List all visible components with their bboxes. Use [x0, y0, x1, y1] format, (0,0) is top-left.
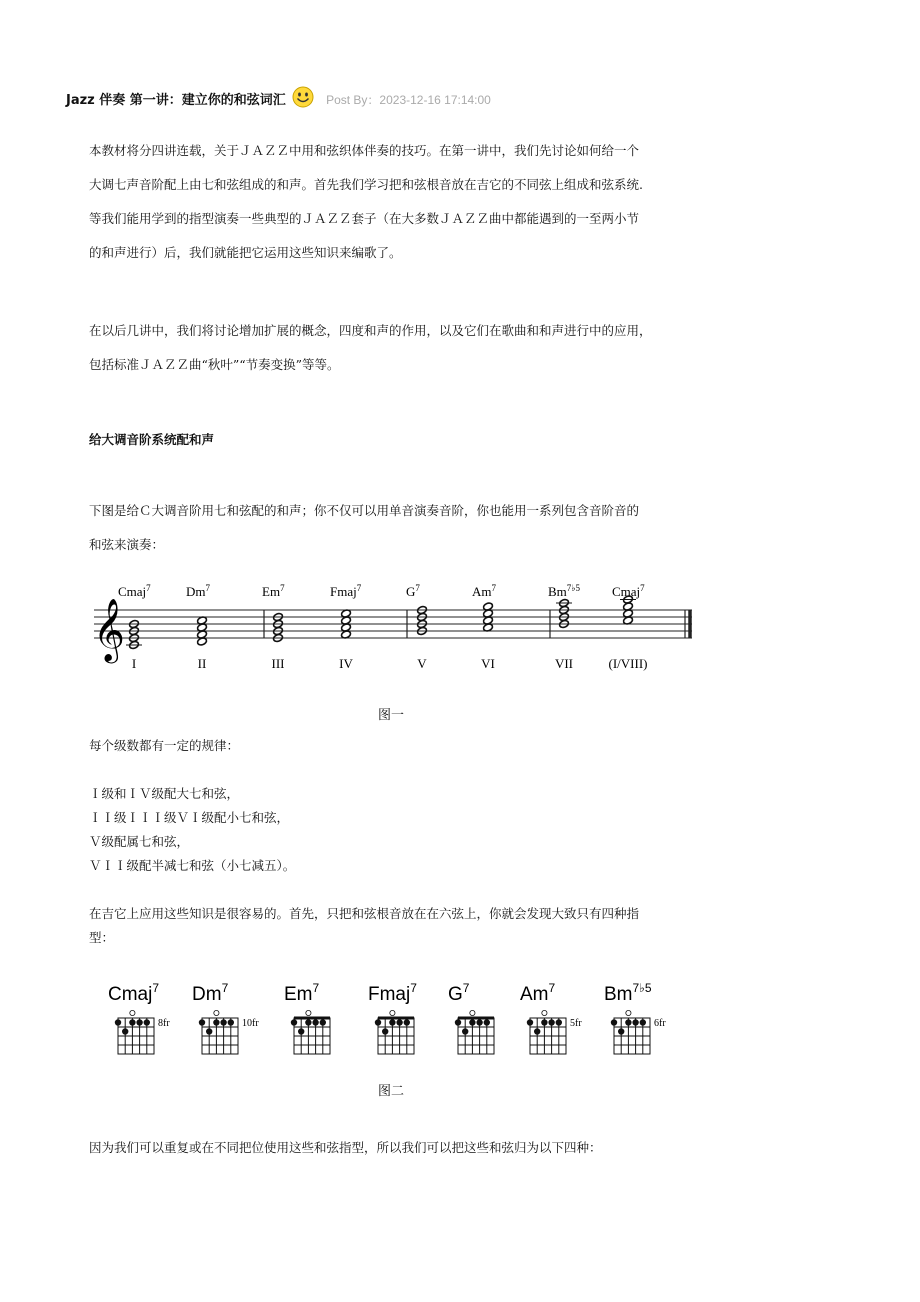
degree-labels	[132, 656, 648, 671]
guitar-line: 在吉它上应用这些知识是很容易的。首先，只把和弦根音放在在六弦上，你就会发现大致只有四种指	[89, 906, 640, 921]
finger-dot	[548, 1019, 554, 1025]
chord-diagram-name: Em$^7$	[284, 981, 320, 1005]
guitar-line: 型：	[89, 930, 115, 945]
degree-numeral: I	[131, 656, 137, 671]
degree-numeral: VII	[554, 656, 574, 671]
intro-line: 等我们能用学到的指型演奏一些典型的ＪＡＺＺ套子（在大多数ＪＡＺＺ曲中都能遇到的一至两小节	[89, 211, 640, 226]
staff-lines	[94, 610, 692, 638]
figure2-caption: 图二	[378, 1084, 405, 1099]
later-line: 包括标准ＪＡＺＺ曲“秋叶”“节奏变换”等等。	[89, 357, 340, 372]
open-string-marker	[542, 1010, 547, 1015]
finger-dot	[144, 1019, 150, 1025]
finger-dot	[404, 1019, 410, 1025]
chord-diagram-name: Fmaj$^7$	[368, 981, 417, 1005]
later-paragraph	[89, 314, 709, 382]
chord-diagram	[448, 981, 494, 1054]
fret-position: 10fr	[242, 1018, 259, 1029]
fret-position: 8fr	[158, 1018, 170, 1029]
finger-dot	[469, 1019, 475, 1025]
section-intro-paragraph	[89, 494, 709, 562]
smiley-icon	[292, 86, 314, 108]
rules-block	[89, 734, 295, 878]
post-title-line	[66, 86, 491, 108]
chord-notes	[126, 595, 636, 650]
finger-dot	[625, 1019, 631, 1025]
open-string-marker	[214, 1010, 219, 1015]
chord-symbol: Cmaj$^7$	[612, 583, 645, 599]
rules-intro: 每个级数都有一定的规律：	[89, 738, 240, 753]
chord-symbol: Em$^7$	[262, 583, 285, 599]
guitar-paragraph	[89, 902, 639, 950]
finger-dot	[136, 1019, 142, 1025]
finger-dot	[228, 1019, 234, 1025]
finger-dot	[534, 1028, 540, 1034]
finger-dot	[611, 1019, 617, 1025]
figure1-caption: 图一	[378, 708, 405, 723]
figure2-chord-diagrams	[100, 976, 690, 1058]
intro-line: 本教材将分四讲连载，关于ＪＡＺＺ中用和弦织体伴奏的技巧。在第一讲中，我们先讨论如何给一个	[89, 143, 640, 158]
finger-dot	[298, 1028, 304, 1034]
rule-item: ＶＩＩ级配半减七和弦（小七减五）。	[89, 858, 296, 873]
figure1-staff	[88, 576, 708, 680]
chord-diagram	[368, 981, 417, 1054]
degree-numeral: VI	[481, 656, 495, 671]
degree-numeral: (I/VIII)	[608, 656, 648, 671]
chord-symbol: $G^7$	[406, 583, 420, 599]
finger-dot	[129, 1019, 135, 1025]
chord-diagram	[108, 981, 170, 1054]
open-string-marker	[470, 1010, 475, 1015]
finger-dot	[199, 1019, 205, 1025]
finger-dot	[618, 1028, 624, 1034]
chord-symbol: Am$^7$	[472, 583, 496, 599]
open-string-marker	[130, 1010, 135, 1015]
finger-dot	[305, 1019, 311, 1025]
finger-dot	[122, 1028, 128, 1034]
open-string-marker	[306, 1010, 311, 1015]
intro-line: 大调七声音阶配上由七和弦组成的和声。首先我们学习把和弦根音放在吉它的不同弦上组成和弦系统.	[89, 177, 643, 192]
chord-labels	[118, 583, 645, 599]
intro-paragraph	[89, 134, 709, 270]
post-title: Jazz 伴奏 第一讲：建立你的和弦词汇	[66, 93, 286, 108]
fret-position: 6fr	[654, 1018, 666, 1029]
finger-dot	[291, 1019, 297, 1025]
finger-dot	[320, 1019, 326, 1025]
finger-dot	[213, 1019, 219, 1025]
later-line: 在以后几讲中，我们将讨论增加扩展的概念，四度和声的作用，以及它们在歌曲和和声进行中的应用，	[89, 323, 652, 338]
rule-item: Ｖ级配属七和弦，	[89, 834, 190, 849]
chord-diagram-name: $G^7$	[448, 981, 470, 1005]
finger-dot	[527, 1019, 533, 1025]
finger-dot	[640, 1019, 646, 1025]
chord-symbol: Fmaj$^7$	[330, 583, 362, 599]
open-string-marker	[390, 1010, 395, 1015]
post-meta: Post By：2023-12-16 17:14:00	[326, 93, 491, 107]
finger-dot	[220, 1019, 226, 1025]
finger-dot	[556, 1019, 562, 1025]
finger-dot	[632, 1019, 638, 1025]
rule-item: ＩＩ级ＩＩＩ级ＶＩ级配小七和弦，	[89, 810, 290, 825]
finger-dot	[396, 1019, 402, 1025]
chord-symbol: Cmaj$^7$	[118, 583, 151, 599]
chord-diagram-name: $Bm^{7♭5}$	[604, 981, 652, 1005]
finger-dot	[476, 1019, 482, 1025]
closing-line: 因为我们可以重复或在不同把位使用这些和弦指型，所以我们可以把这些和弦归为以下四种：	[89, 1140, 602, 1155]
chord-diagram	[604, 981, 666, 1054]
degree-numeral: IV	[339, 656, 353, 671]
finger-dot	[115, 1019, 121, 1025]
open-string-marker	[626, 1010, 631, 1015]
chord-symbol: $Bm^{7♭5}$	[548, 583, 581, 599]
rule-item: Ｉ级和ＩＶ级配大七和弦，	[89, 786, 240, 801]
finger-dot	[484, 1019, 490, 1025]
finger-dot	[312, 1019, 318, 1025]
chord-diagram	[284, 981, 330, 1054]
chord-diagram-name: Cmaj$^7$	[108, 981, 160, 1005]
degree-numeral: V	[417, 656, 427, 671]
chord-diagram-name: Am$^7$	[520, 981, 556, 1005]
degree-numeral: III	[271, 656, 285, 671]
section-intro-line: 和弦来演奏：	[89, 537, 165, 552]
intro-line: 的和声进行）后，我们就能把它运用这些知识来编歌了。	[89, 245, 402, 260]
chord-symbol: Dm$^7$	[186, 583, 210, 599]
finger-dot	[462, 1028, 468, 1034]
finger-dot	[455, 1019, 461, 1025]
chord-diagram-name: Dm$^7$	[192, 981, 229, 1005]
degree-numeral: II	[197, 656, 207, 671]
fret-position: 5fr	[570, 1018, 582, 1029]
section-heading: 给大调音阶系统配和声	[89, 432, 215, 447]
finger-dot	[389, 1019, 395, 1025]
finger-dot	[206, 1028, 212, 1034]
finger-dot	[541, 1019, 547, 1025]
finger-dot	[375, 1019, 381, 1025]
section-intro-line: 下图是给Ｃ大调音阶用七和弦配的和声；你不仅可以用单音演奏音阶，你也能用一系列包含音阶音的	[89, 503, 640, 518]
finger-dot	[382, 1028, 388, 1034]
chord-diagram	[192, 981, 259, 1054]
treble-clef-icon: 𝄞	[93, 598, 125, 661]
chord-diagram	[520, 981, 582, 1054]
